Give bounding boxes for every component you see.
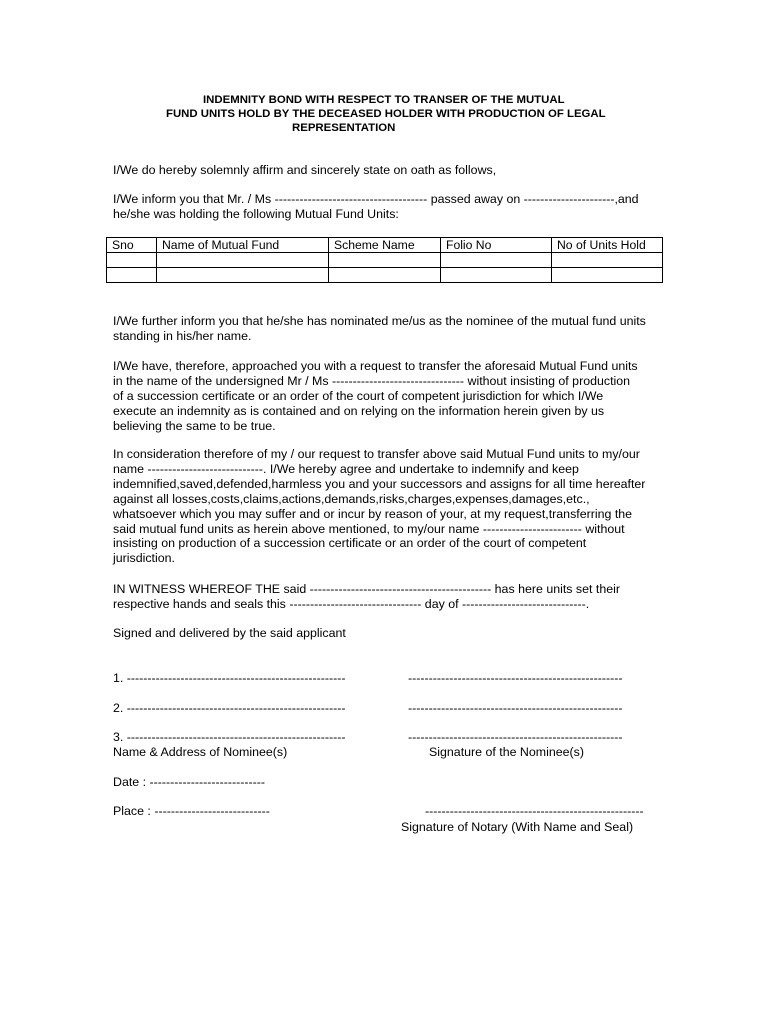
title-line-3: REPRESENTATION bbox=[292, 122, 396, 134]
table-header-row bbox=[107, 238, 663, 253]
nominated-line-2: standing in his/her name. bbox=[113, 328, 252, 343]
nominated-paragraph bbox=[113, 314, 673, 344]
table-cell bbox=[441, 268, 552, 283]
nominee-line-3: 3. ----------------------------------------------------- bbox=[113, 730, 346, 744]
mutual-fund-table bbox=[106, 237, 663, 283]
consideration-line-1: In consideration therefore of my / our request to transfer above said Mutual Fund units to my/our bbox=[113, 447, 640, 461]
inform-line-2: he/she was holding the following Mutual Fund Units: bbox=[113, 206, 399, 221]
table-cell bbox=[441, 253, 552, 268]
table-cell bbox=[552, 253, 663, 268]
signature-line-2: ---------------------------------------------------- bbox=[408, 701, 623, 715]
request-paragraph bbox=[113, 359, 673, 434]
inform-line-1: I/We inform you that Mr. / Ms ------------------------------------- passed away on ----------------------,and bbox=[113, 192, 639, 206]
request-line-1: I/We have, therefore, approached you with a request to transfer the aforesaid Mutual Fund units bbox=[113, 359, 638, 373]
consideration-paragraph bbox=[113, 447, 673, 566]
affirm-line: I/We do hereby solemnly affirm and sincerely state on oath as follows, bbox=[113, 163, 497, 177]
inform-paragraph bbox=[113, 192, 673, 222]
consideration-line-7: insisting on production of a succession certificate or an order of the court of competent bbox=[113, 536, 587, 551]
notary-label: Signature of Notary (With Name and Seal) bbox=[401, 820, 634, 834]
consideration-line-2: name ----------------------------. I/We hereby agree and undertake to indemnify and keep bbox=[113, 461, 579, 476]
title-line-1: INDEMNITY BOND WITH RESPECT TO TRANSER OF THE MUTUAL bbox=[203, 94, 565, 106]
header-sno: Sno bbox=[107, 238, 157, 253]
place-line: Place : ---------------------------- bbox=[113, 804, 270, 818]
signature-label: Signature of the Nominee(s) bbox=[429, 745, 584, 759]
request-line-2: in the name of the undersigned Mr / Ms -------------------------------- without insisting of production bbox=[113, 373, 631, 388]
notary-signature-line: ----------------------------------------------------- bbox=[425, 804, 644, 818]
table-cell bbox=[552, 268, 663, 283]
table-cell bbox=[157, 268, 329, 283]
table-cell bbox=[107, 253, 157, 268]
signed-paragraph bbox=[113, 626, 673, 641]
header-scheme-name: Scheme Name bbox=[329, 238, 441, 253]
header-folio-no: Folio No bbox=[441, 238, 552, 253]
header-fund-name: Name of Mutual Fund bbox=[157, 238, 329, 253]
table-cell bbox=[329, 253, 441, 268]
nominated-line-1: I/We further inform you that he/she has nominated me/us as the nominee of the mutual fund units bbox=[113, 314, 646, 328]
header-units-hold: No of Units Hold bbox=[552, 238, 663, 253]
witness-paragraph bbox=[113, 582, 673, 612]
nominee-line-1: 1. ----------------------------------------------------- bbox=[113, 671, 346, 685]
affirm-paragraph bbox=[113, 163, 673, 178]
table-cell bbox=[329, 268, 441, 283]
table-cell bbox=[107, 268, 157, 283]
date-line: Date : ---------------------------- bbox=[113, 775, 266, 789]
table-row bbox=[107, 253, 663, 268]
table-cell bbox=[157, 253, 329, 268]
request-line-3: of a succession certificate or an order of the court of competent jurisdiction for which I/We bbox=[113, 388, 604, 403]
document-title bbox=[150, 93, 618, 135]
request-line-4: execute an indemnity as is contained and on relying on the information herein given by us bbox=[113, 403, 605, 418]
signed-line: Signed and delivered by the said applicant bbox=[113, 626, 346, 640]
table-row bbox=[107, 268, 663, 283]
consideration-line-3: indemnified,saved,defended,harmless you and your successors and assigns for all time hereafter bbox=[113, 476, 646, 491]
consideration-line-8: jurisdiction. bbox=[113, 551, 175, 566]
witness-line-2: respective hands and seals this -------------------------------- day of ------------------------------. bbox=[113, 596, 590, 611]
signature-line-1: ---------------------------------------------------- bbox=[408, 671, 623, 685]
witness-line-1: IN WITNESS WHEREOF THE said -------------------------------------------- has here units set their bbox=[113, 582, 621, 596]
title-line-2: FUND UNITS HOLD BY THE DECEASED HOLDER WITH PRODUCTION OF LEGAL bbox=[166, 108, 606, 120]
signature-line-3: ---------------------------------------------------- bbox=[408, 730, 623, 744]
request-line-5: believing the same to be true. bbox=[113, 418, 276, 433]
nominee-label: Name & Address of Nominee(s) bbox=[113, 745, 288, 759]
consideration-line-5: whatsoever which you may suffer and or incur by reason of your, at my request,transferring the bbox=[113, 506, 633, 521]
nominee-line-2: 2. ----------------------------------------------------- bbox=[113, 701, 346, 715]
consideration-line-6: said mutual fund units as herein above mentioned, to my/our name ------------------------ without bbox=[113, 521, 625, 536]
consideration-line-4: against all losses,costs,claims,actions,demands,risks,charges,expenses,damages,etc., bbox=[113, 491, 590, 506]
